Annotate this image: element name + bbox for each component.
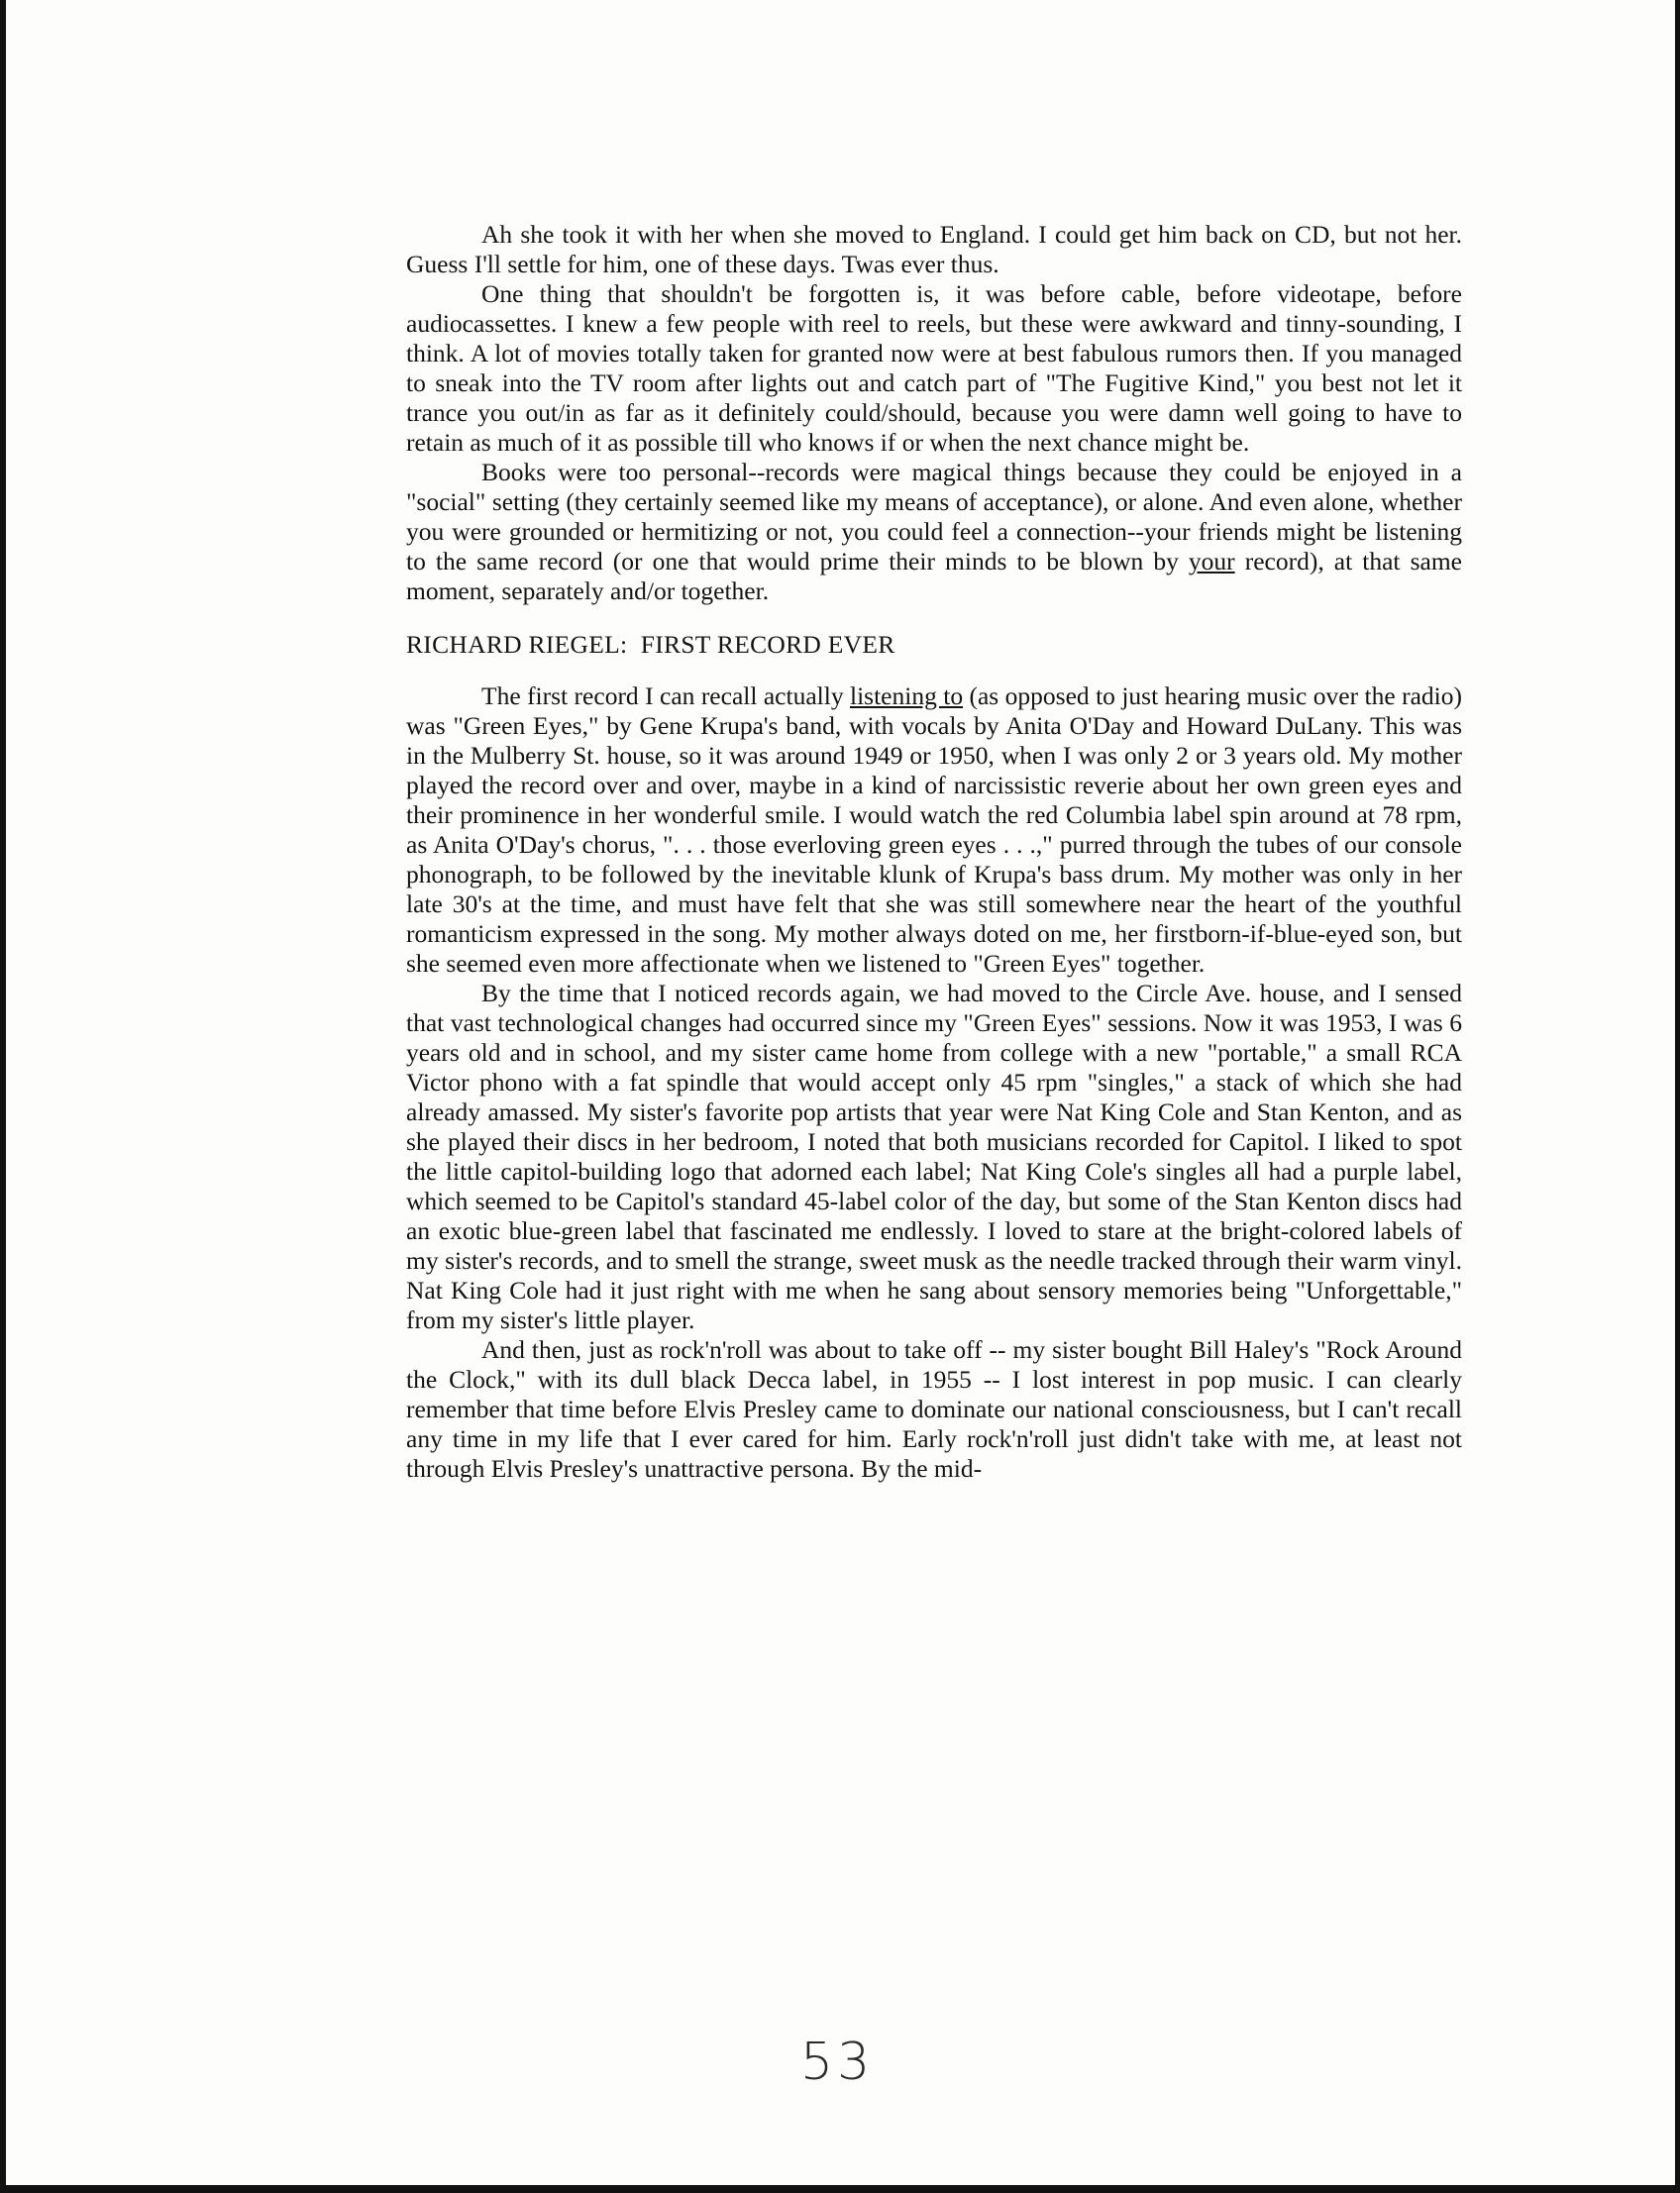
paragraph-books-personal xyxy=(406,458,1462,606)
scan-border-right xyxy=(1675,0,1680,2193)
scan-border-bottom xyxy=(0,2185,1680,2193)
section-heading xyxy=(406,630,1462,660)
scan-border-left xyxy=(0,0,6,2193)
paragraph-before-cable: One thing that shouldn't be forgotten is, it was before cable, before videotape, before audiocassettes. I knew a few people with reel to reels, but these were awkward and tinny-sounding, I think. A lot of movies totally taken for granted now were at best fabulous rumors then. If you managed to sneak into the TV room after lights out and catch part of "The Fugitive Kind," you best not let it trance you out/in as far as it definitely could/should, because you were damn well going to have to retain as much of it as possible till who knows if or when the next chance might be. xyxy=(406,279,1462,457)
paragraph-circle-ave: By the time that I noticed records again, we had moved to the Circle Ave. house, and I sensed that vast technological changes had occurred since my "Green Eyes" sessions. Now it was 1953, I was 6 years old and in school, and my sister came home from college with a new "portable," a small RCA Victor phono with a fat spindle that would accept only 45 rpm "singles," a stack of which she had already amassed. My sister's favorite pop artists that year were Nat King Cole and Stan Kenton, and as she played their discs in her bedroom, I noted that both musicians recorded for Capitol. I liked to spot the little capitol-building logo that adorned each label; Nat King Cole's singles all had a purple label, which seemed to be Capitol's standard 45-label color of the day, but some of the Stan Kenton discs had an exotic blue-green label that fascinated me endlessly. I loved to stare at the bright-colored labels of my sister's records, and to smell the strange, sweet musk as the needle tracked through their warm vinyl. Nat King Cole had it just right with me when he sang about sensory memories being "Unforgettable," from my sister's little player. xyxy=(406,979,1462,1334)
first-record-text-before: The first record I can recall actually xyxy=(481,681,850,710)
heading-author: RICHARD RIEGEL: xyxy=(406,630,628,659)
books-text-after: record), at that same moment, separately and/or together. xyxy=(406,547,1462,605)
heading-title: FIRST RECORD EVER xyxy=(640,630,895,659)
first-record-text-underlined: listening to xyxy=(849,681,964,710)
body-text xyxy=(406,220,1462,1484)
first-record-text-after: (as opposed to just hearing music over the radio) was "Green Eyes," by Gene Krupa's band, with vocals by Anita O'Day and Howard DuLany. This was in the Mulberry St. house, so it was around 1949 or 1950, when I was only 2 or 3 years old. My mother played the record over and over, maybe in a kind of narcissistic reverie about her own green eyes and their prominence in her wonderful smile. I would watch the red Columbia label spin around at 78 rpm, as Anita O'Day's chorus, ". . . those everloving green eyes . . .," purred through the tubes of our console phonograph, to be followed by the inevitable klunk of Krupa's bass drum. My mother was only in her late 30's at the time, and must have felt that she was still somewhere near the heart of the youthful romanticism expressed in the song. My mother always doted on me, her firstborn-if-blue-eyed son, but she seemed even more affectionate when we listened to "Green Eyes" together. xyxy=(406,681,1462,978)
paragraph-england: Ah she took it with her when she moved to England. I could get him back on CD, but not her. Guess I'll settle for him, one of these days. Twas ever thus. xyxy=(406,220,1462,278)
books-text-before: Books were too personal--records were magical things because they could be enjoyed in a "social" setting (they certainly seemed like my means of acceptance), or alone. And even alone, whether you were grounded or hermitizing or not, you could feel a connection--your friends might be listening to the same record (or one that would prime their minds to be blown by xyxy=(406,458,1462,575)
paragraph-first-record xyxy=(406,681,1462,979)
books-text-underlined: your xyxy=(1188,547,1235,575)
paragraph-rock-n-roll: And then, just as rock'n'roll was about to take off -- my sister bought Bill Haley's "Rock Around the Clock," with its dull black Decca label, in 1955 -- I lost interest in pop music. I can clearly remember that time before Elvis Presley came to dominate our national consciousness, but I can't recall any time in my life that I ever cared for him. Early rock'n'roll just didn't take with me, at least not through Elvis Presley's unattractive persona. By the mid- xyxy=(406,1335,1462,1483)
page-number: 53 xyxy=(800,2033,875,2092)
